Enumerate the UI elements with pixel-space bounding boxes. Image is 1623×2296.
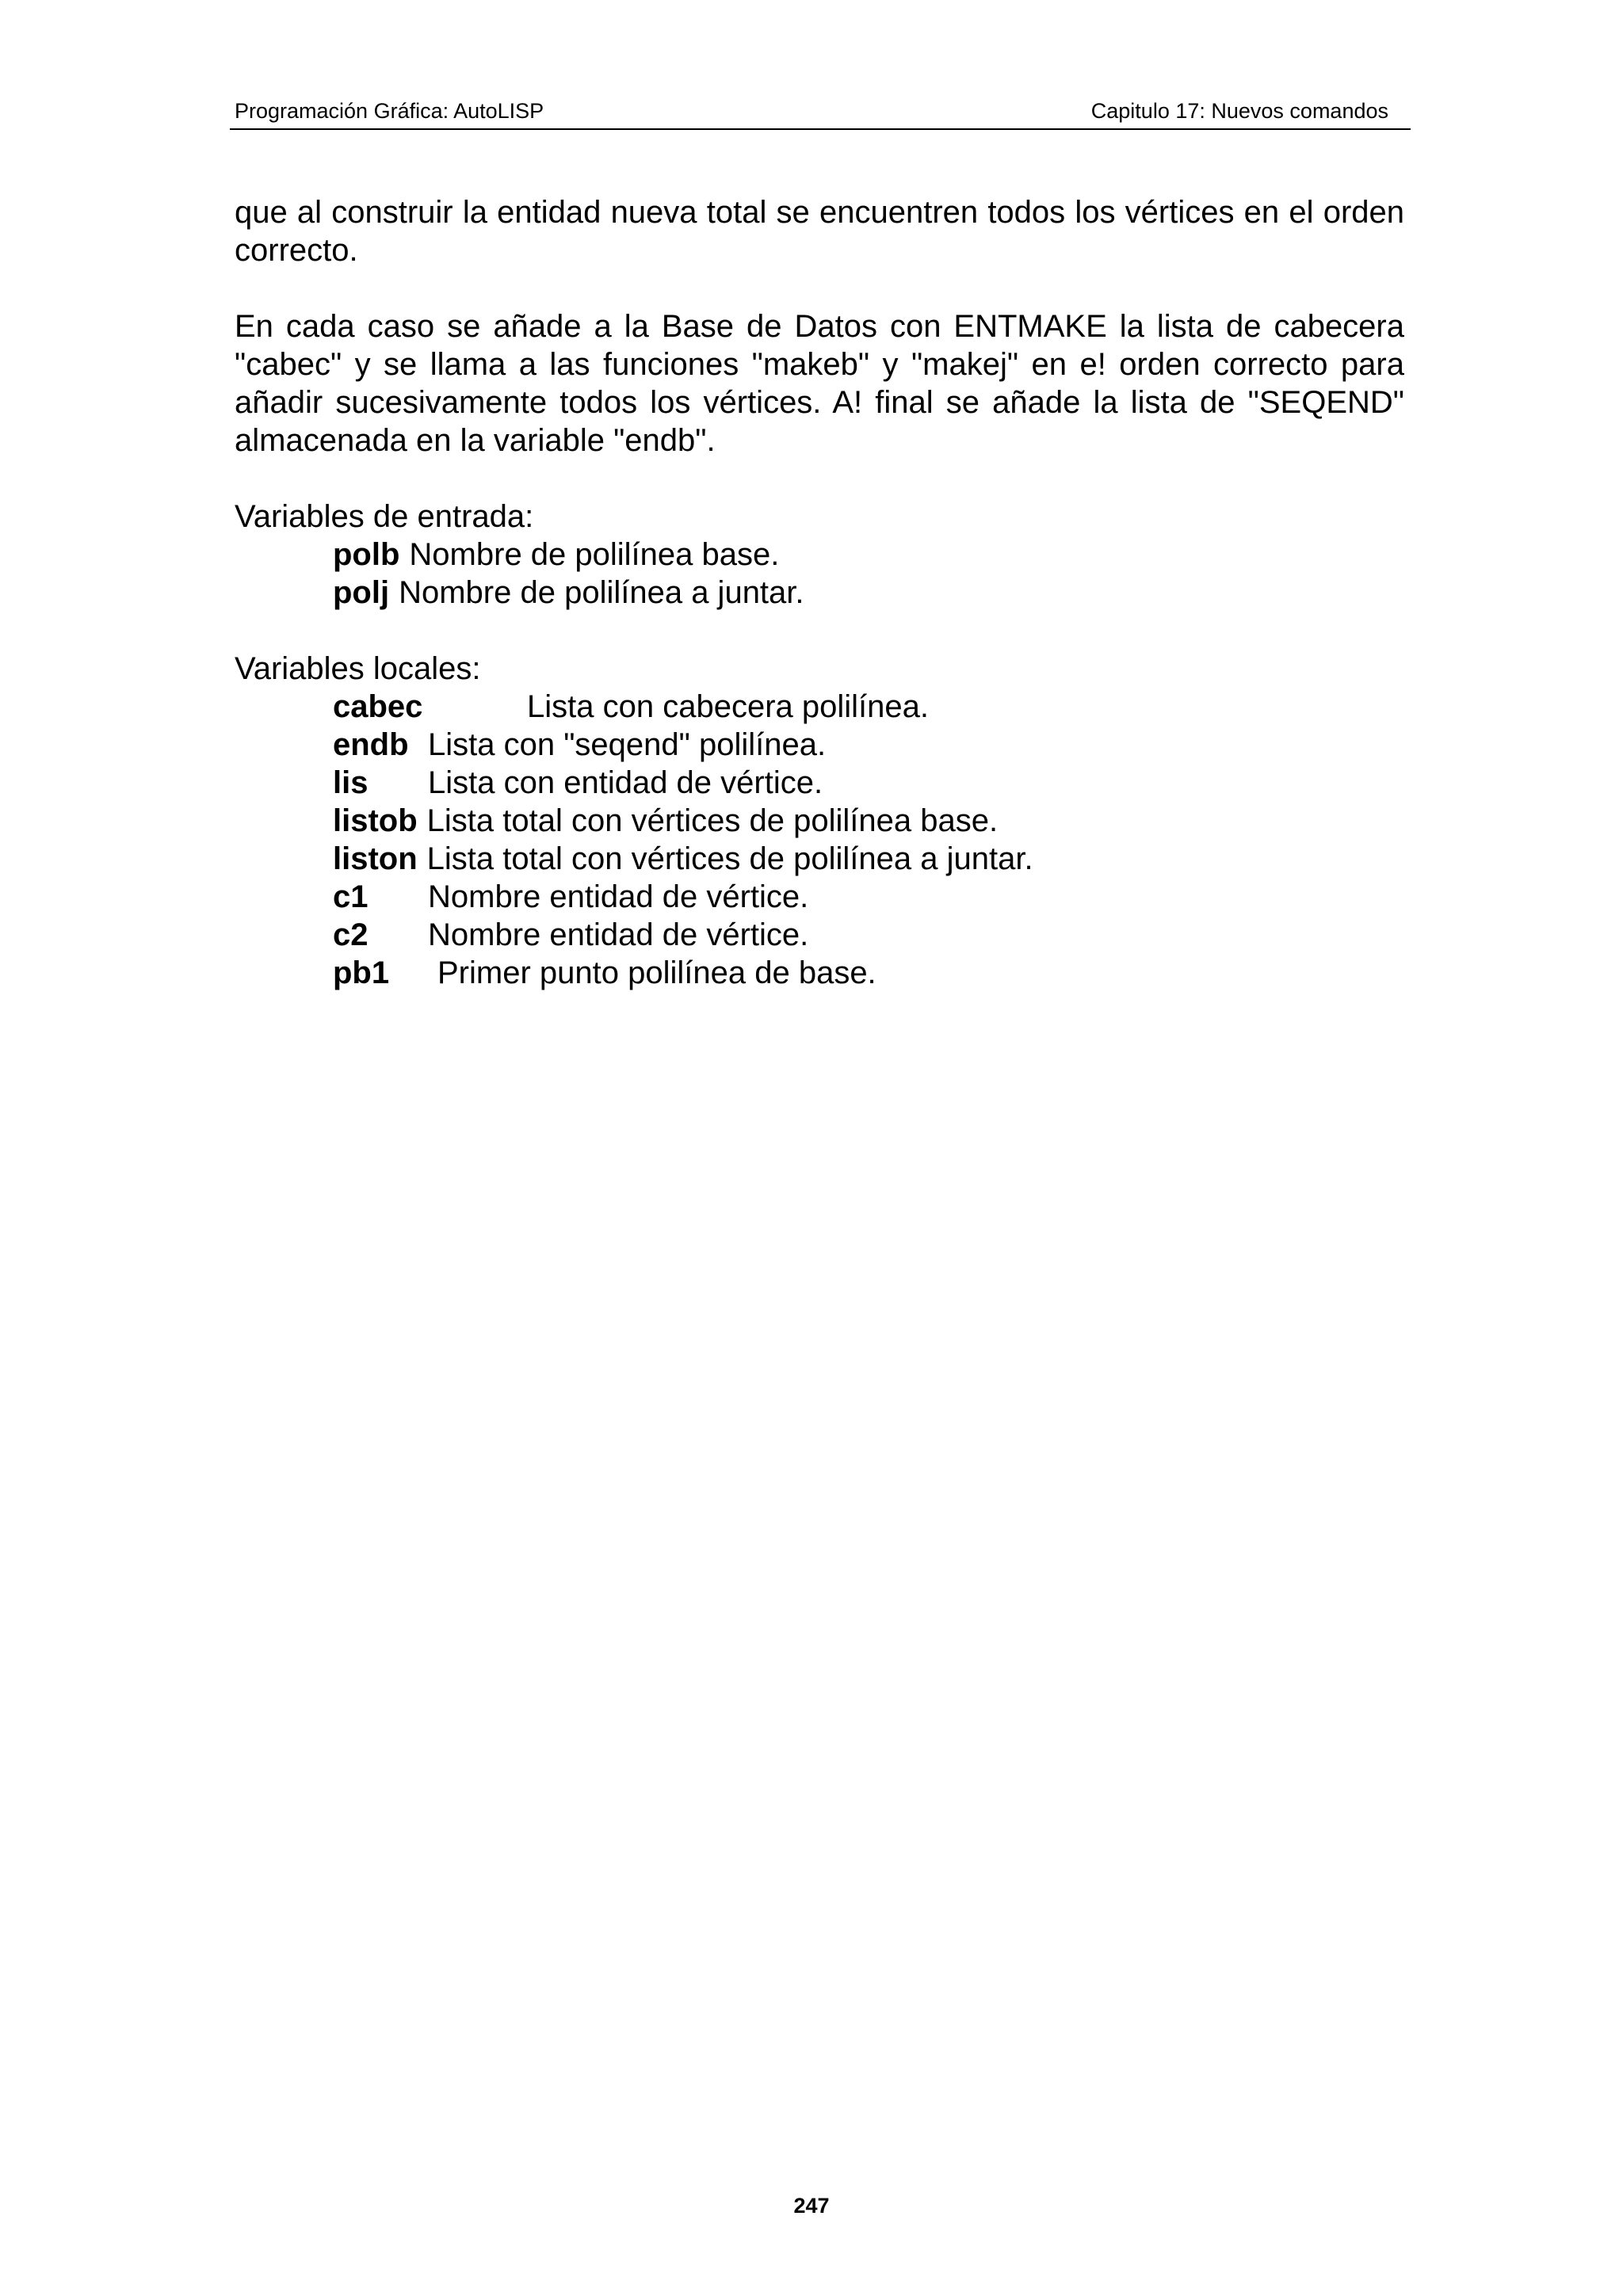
variable-name: endb <box>333 727 409 762</box>
variable-description: Nombre entidad de vértice. <box>428 917 809 952</box>
variable-entry <box>235 764 1404 802</box>
variable-entry <box>235 802 1404 840</box>
local-variables-title: Variables locales: <box>235 651 481 686</box>
header-book-title: Programación Gráfica: AutoLISP <box>235 99 544 123</box>
variable-name: c1 <box>333 879 369 914</box>
variable-name: polb <box>333 537 400 572</box>
variable-description: Nombre de polilínea base. <box>409 537 780 572</box>
variable-description: Nombre de polilínea a juntar. <box>399 575 804 610</box>
variable-name: polj <box>333 575 390 610</box>
variable-entry <box>235 954 1404 992</box>
variable-name: c2 <box>333 917 369 952</box>
input-variables-title: Variables de entrada: <box>235 499 534 534</box>
variable-entry <box>235 916 1404 954</box>
local-variables-section <box>235 650 1404 992</box>
page-header <box>230 95 1411 130</box>
variable-description: Lista con "seqend" polilínea. <box>428 727 827 762</box>
paragraph-1: que al construir la entidad nueva total se encuentren todos los vértices en el orden correcto. <box>235 195 1404 268</box>
variable-entry <box>235 536 1404 574</box>
variable-name: listob <box>333 803 418 838</box>
header-chapter-title: Capitulo 17: Nuevos comandos <box>1090 99 1388 123</box>
page-body <box>235 193 1404 1030</box>
variable-entry <box>235 840 1404 878</box>
variable-description: Lista total con vértices de polilínea base. <box>426 803 999 838</box>
variable-name: liston <box>333 841 418 876</box>
page-number: 247 <box>793 2194 830 2218</box>
variable-entry <box>235 574 1404 612</box>
paragraph-2: En cada caso se añade a la Base de Datos con ENTMAKE la lista de cabecera "cabec" y se llama a las funciones "makeb" y "makej" en e! orden correcto para añadir sucesivamente todos los vértices. A! final se añade la lista de "SEQEND" almacenada en la variable "endb". <box>235 309 1404 458</box>
variable-description: Primer punto polilínea de base. <box>437 955 876 990</box>
input-variables-section <box>235 498 1404 612</box>
variable-name: lis <box>333 765 369 800</box>
variable-entry <box>235 726 1404 764</box>
variable-description: Lista con cabecera polilínea. <box>527 689 929 724</box>
variable-name: cabec <box>333 689 423 724</box>
variable-name: pb1 <box>333 955 390 990</box>
variable-entry <box>235 878 1404 916</box>
variable-description: Lista total con vértices de polilínea a juntar. <box>426 841 1033 876</box>
variable-description: Nombre entidad de vértice. <box>428 879 809 914</box>
variable-entry <box>235 688 1404 726</box>
variable-description: Lista con entidad de vértice. <box>428 765 823 800</box>
